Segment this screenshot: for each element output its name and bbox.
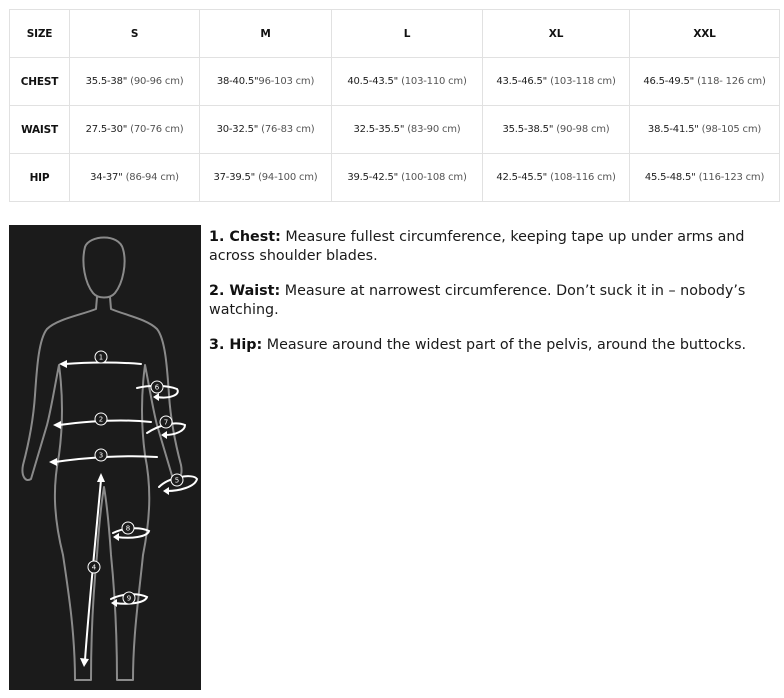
- instruction-waist: [209, 282, 774, 320]
- instruction-hip-text: Measure around the widest part of the pelvis, around the buttocks.: [266, 337, 747, 353]
- waist-s-inches: 27.5-30": [85, 124, 128, 135]
- bicep-arrowhead: [153, 393, 159, 401]
- measurement-lines: [55, 363, 197, 661]
- waist-l-cm: (83-90 cm): [407, 124, 461, 135]
- arrowheads: [49, 360, 169, 667]
- chest-cell-m: [200, 58, 332, 106]
- column-header-size: SIZE: [10, 10, 70, 58]
- hip-row: [10, 154, 780, 202]
- chest-cell-xxl: [630, 58, 780, 106]
- measurement-instructions: [209, 228, 774, 371]
- body-outline-illustration: [9, 225, 201, 690]
- instruction-waist-term: 2. Waist:: [209, 283, 281, 299]
- marker-1-label: 1: [98, 353, 104, 362]
- column-header-s: S: [70, 10, 200, 58]
- chest-cell-xl: [483, 58, 630, 106]
- waist-cell-s: [70, 106, 200, 154]
- row-label-waist: WAIST: [10, 106, 70, 154]
- head-outline: [83, 238, 124, 298]
- marker-7-label: 7: [163, 418, 169, 427]
- size-chart-table: [9, 9, 780, 202]
- waist-row: [10, 106, 780, 154]
- column-header-m: M: [200, 10, 332, 58]
- wrist-arrowhead: [163, 487, 169, 495]
- waist-m-cm: (76-83 cm): [261, 124, 315, 135]
- waist-arrowhead: [53, 421, 61, 429]
- hip-cell-s: [70, 154, 200, 202]
- hip-cell-m: [200, 154, 332, 202]
- chest-xxl-cm: (118- 126 cm): [697, 76, 766, 87]
- chest-s-inches: 35.5-38": [85, 76, 128, 87]
- hip-cell-xxl: [630, 154, 780, 202]
- marker-4-label: 4: [91, 563, 97, 572]
- hip-xxl-cm: (116-123 cm): [698, 172, 765, 183]
- body-measurement-figure: [9, 225, 201, 690]
- thigh-arrowhead: [113, 533, 119, 541]
- chest-xl-inches: 43.5-46.5": [496, 76, 548, 87]
- hip-xxl-inches: 45.5-48.5": [644, 172, 696, 183]
- hip-arrowhead: [49, 458, 57, 466]
- instruction-waist-text: Measure at narrowest circumference. Don’t suck it in – nobody’s watching.: [209, 283, 746, 318]
- waist-cell-xxl: [630, 106, 780, 154]
- hip-cell-xl: [483, 154, 630, 202]
- inseam-arrowhead: [80, 658, 89, 667]
- marker-9-label: 9: [126, 594, 132, 603]
- waist-cell-xl: [483, 106, 630, 154]
- instruction-chest-term: 1. Chest:: [209, 229, 281, 245]
- chest-m-inches: 38-40.5": [216, 76, 259, 87]
- waist-xl-cm: (90-98 cm): [556, 124, 610, 135]
- size-header-row: [10, 10, 780, 58]
- marker-6-label: 6: [154, 383, 160, 392]
- waist-xxl-inches: 38.5-41.5": [647, 124, 699, 135]
- marker-5-label: 5: [174, 476, 180, 485]
- chest-xl-cm: (103-118 cm): [550, 76, 616, 87]
- hip-l-cm: (100-108 cm): [401, 172, 467, 183]
- instruction-chest: [209, 228, 774, 266]
- waist-l-inches: 32.5-35.5": [353, 124, 405, 135]
- chest-xxl-inches: 46.5-49.5": [643, 76, 695, 87]
- waist-xxl-cm: (98-105 cm): [701, 124, 762, 135]
- chest-cell-l: [332, 58, 483, 106]
- hip-m-inches: 37-39.5": [213, 172, 256, 183]
- hip-xl-cm: (108-116 cm): [550, 172, 616, 183]
- column-header-xxl: XXL: [630, 10, 780, 58]
- marker-8-label: 8: [125, 524, 131, 533]
- marker-3-label: 3: [98, 451, 104, 460]
- hip-s-cm: (86-94 cm): [125, 172, 179, 183]
- chest-cell-s: [70, 58, 200, 106]
- hip-cell-l: [332, 154, 483, 202]
- column-header-xl: XL: [483, 10, 630, 58]
- waist-xl-inches: 35.5-38.5": [502, 124, 554, 135]
- instruction-hip: [209, 336, 774, 355]
- row-label-hip: HIP: [10, 154, 70, 202]
- chest-l-cm: (103-110 cm): [401, 76, 467, 87]
- column-header-l: L: [332, 10, 483, 58]
- marker-2-label: 2: [98, 415, 104, 424]
- forearm-arrowhead: [161, 431, 167, 439]
- waist-s-cm: (70-76 cm): [130, 124, 184, 135]
- waist-cell-l: [332, 106, 483, 154]
- hip-s-inches: 34-37": [90, 172, 123, 183]
- waist-m-inches: 30-32.5": [216, 124, 259, 135]
- instruction-hip-term: 3. Hip:: [209, 337, 263, 353]
- chest-s-cm: (90-96 cm): [130, 76, 184, 87]
- instruction-chest-text: Measure fullest circumference, keeping tape up under arms and across shoulder blades.: [209, 229, 745, 264]
- chest-l-inches: 40.5-43.5": [347, 76, 399, 87]
- hip-xl-inches: 42.5-45.5": [496, 172, 548, 183]
- inseam-top-arrowhead: [97, 473, 105, 482]
- waist-cell-m: [200, 106, 332, 154]
- hip-m-cm: (94-100 cm): [258, 172, 318, 183]
- row-label-chest: CHEST: [10, 58, 70, 106]
- chest-row: [10, 58, 780, 106]
- hip-l-inches: 39.5-42.5": [347, 172, 399, 183]
- chest-m-cm: 96-103 cm): [258, 76, 315, 87]
